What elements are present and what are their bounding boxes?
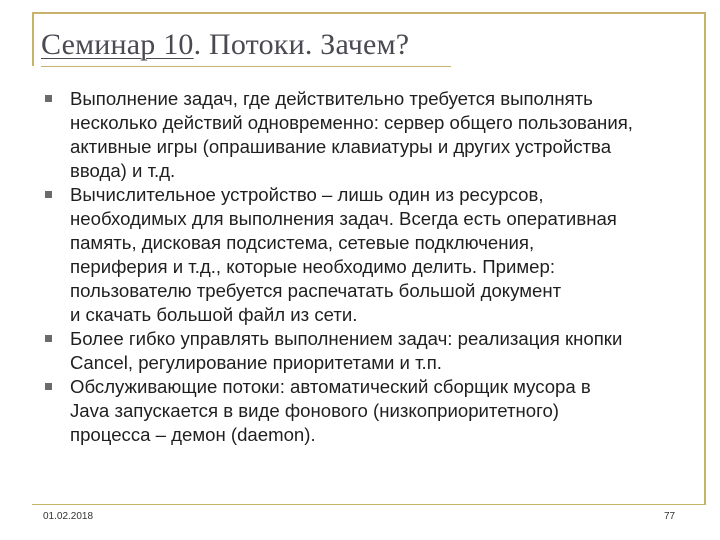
bullet-list <box>40 87 700 447</box>
frame-left-border <box>32 12 34 66</box>
square-bullet-icon <box>45 335 52 342</box>
frame-top-border <box>32 12 706 14</box>
bullet-item <box>40 183 700 327</box>
bullet-line: Вычислительное устройство – лишь один из ресурсов, <box>70 184 544 205</box>
slide-title <box>41 28 409 62</box>
bullet-line: необходимых для выполнения задач. Всегда есть оперативная <box>70 208 617 229</box>
bullet-line: память, дисковая подсистема, сетевые подключения, <box>70 232 535 253</box>
bullet-line: активные игры (опрашивание клавиатуры и других устройства <box>70 136 612 157</box>
square-bullet-icon <box>45 383 52 390</box>
bullet-line: несколько действий одновременно: сервер общего пользования, <box>70 112 633 133</box>
square-bullet-icon <box>45 191 52 198</box>
bullet-item <box>40 87 700 183</box>
bullet-item <box>40 375 700 447</box>
bullet-line: Более гибко управлять выполнением задач: реализация кнопки <box>70 328 623 349</box>
frame-right-border <box>704 12 706 504</box>
bullet-line: ввода) и т.д. <box>70 160 176 181</box>
square-bullet-icon <box>45 95 52 102</box>
bullet-line: периферия и т.д., которые необходимо делить. Пример: <box>70 256 555 277</box>
footer-date: 01.02.2018 <box>43 511 94 522</box>
page-number: 77 <box>664 511 676 522</box>
bullet-line: пользователю требуется распечатать большой документ <box>70 280 562 301</box>
bullet-line: процесса – демон (daemon). <box>70 424 316 445</box>
bullet-line: Обслуживающие потоки: автоматический сборщик мусора в <box>70 376 591 397</box>
slide-title-seminar: Семинар 10 <box>41 28 194 61</box>
footer-divider <box>32 504 706 505</box>
bullet-line: Cancel, регулирование приоритетами и т.п. <box>70 352 442 373</box>
slide-title-topic: . Потоки. Зачем? <box>193 28 410 61</box>
bullet-item <box>40 327 700 375</box>
bullet-line: Java запускается в виде фонового (низкоприоритетного) <box>70 400 559 421</box>
title-divider <box>41 66 451 67</box>
bullet-line: и скачать большой файл из сети. <box>70 304 358 325</box>
bullet-line: Выполнение задач, где действительно требуется выполнять <box>70 88 593 109</box>
